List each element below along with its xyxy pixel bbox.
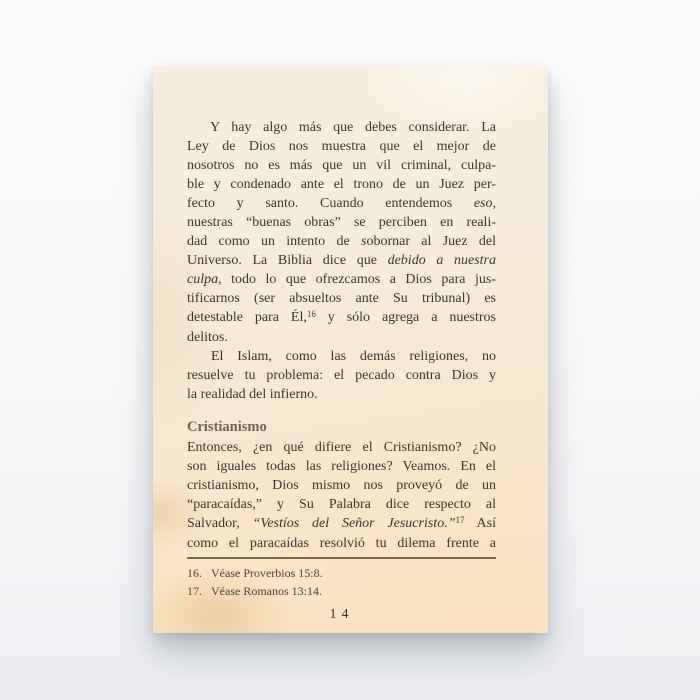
footnotes: [187, 564, 496, 600]
footnote: [187, 582, 496, 600]
text-line: Y hay algo más que debes considerar. La: [210, 120, 496, 135]
footnote-number: 17.: [187, 584, 202, 598]
body-text: [187, 118, 496, 553]
text-line: la realidad del infierno.: [187, 387, 318, 402]
text-line: Universo. La Biblia dice que debido a nuestra: [187, 253, 496, 268]
text-line: Entonces, ¿en qué difiere el Cristianismo? ¿No: [187, 440, 496, 455]
paragraph: [187, 118, 496, 347]
footnote: [187, 564, 496, 582]
text-line: cristianismo, Dios mismo nos proveyó de un: [187, 478, 496, 493]
paragraph: [187, 438, 496, 553]
text-line: “paracaídas,” y Su Palabra dice respecto al: [187, 497, 496, 512]
text-line: fecto y santo. Cuando entendemos eso,: [187, 196, 496, 211]
text-line: nuestras “buenas obras” se perciben en reali-: [187, 215, 496, 230]
book-page: [153, 66, 548, 633]
text-line: culpa, todo lo que ofrezcamos a Dios para jus-: [187, 272, 496, 287]
text-column: [187, 118, 496, 624]
page-number: 14: [329, 607, 354, 622]
text-line: dad como un intento de sobornar al Juez del: [187, 234, 496, 249]
text-line: tificarnos (ser absueltos ante Su tribunal) es: [187, 291, 496, 306]
text-line: detestable para Él,$^{16}$ y sólo agrega a nuestros: [187, 309, 496, 325]
text-line: nosotros no es más que un vil criminal, culpa-: [187, 158, 496, 173]
section-heading: Cristianismo: [187, 419, 267, 435]
text-line: resuelve tu problema: el pecado contra Dios y: [187, 368, 496, 383]
footnote-number: 16.: [187, 566, 202, 580]
footnote-text: Véase Romanos 13:14.: [211, 584, 322, 598]
text-line: Ley de Dios nos muestra que el mejor de: [187, 139, 496, 154]
text-line: son iguales todas las religiones? Veamos. En el: [187, 459, 496, 474]
footnote-text: Véase Proverbios 15:8.: [211, 566, 323, 580]
text-line: Salvador, “Vestíos del Señor Jesucristo.”$^{17}$ Así: [187, 515, 496, 531]
text-line: como el paracaídas resolvió tu dilema frente a: [187, 536, 496, 551]
footnote-divider: [187, 557, 496, 559]
text-line: ble y condenado ante el trono de un Juez per-: [187, 177, 496, 192]
paragraph: [187, 347, 496, 404]
text-line: El Islam, como las demás religiones, no: [211, 349, 496, 364]
text-line: delitos.: [187, 330, 228, 345]
